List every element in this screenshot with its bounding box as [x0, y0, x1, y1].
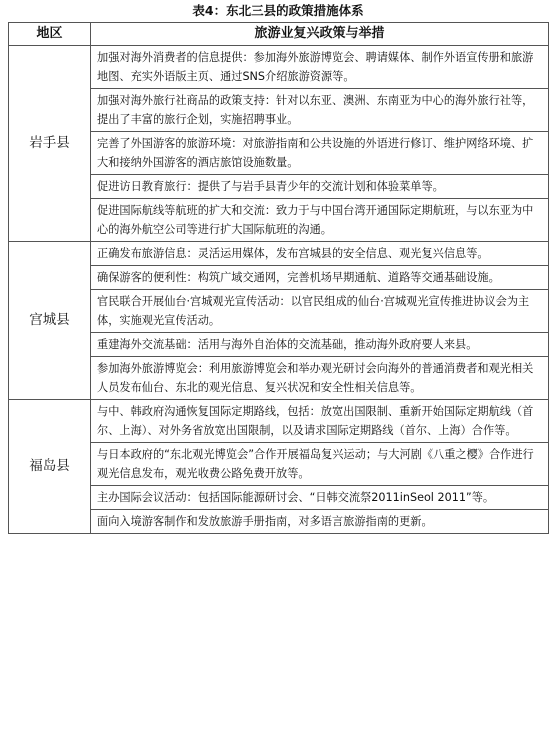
policy-cell: 加强对海外消费者的信息提供：参加海外旅游博览会、聘请媒体、制作外语宣传册和旅游地图、充实外语版主页、通过SNS介绍旅游资源等。 [91, 46, 549, 89]
table-row [9, 400, 549, 443]
header-row [9, 23, 549, 46]
policy-table [8, 22, 549, 534]
policy-cell: 促进访日教育旅行：提供了与岩手县青少年的交流计划和体验菜单等。 [91, 175, 549, 199]
policy-cell: 官民联合开展仙台·宫城观光宣传活动：以官民组成的仙台·宫城观光宣传推进协议会为主体，实施观光宣传活动。 [91, 290, 549, 333]
region-cell: 岩手县 [9, 46, 91, 242]
policy-cell: 确保游客的便利性：构筑广域交通网，完善机场早期通航、道路等交通基础设施。 [91, 266, 549, 290]
region-cell: 宫城县 [9, 242, 91, 400]
header-policy: 旅游业复兴政策与举措 [91, 23, 549, 46]
policy-body [9, 46, 549, 534]
table-row [9, 242, 549, 266]
policy-cell: 重建海外交流基础：活用与海外自治体的交流基础，推动海外政府要人来县。 [91, 333, 549, 357]
policy-cell: 正确发布旅游信息：灵活运用媒体，发布宫城县的安全信息、观光复兴信息等。 [91, 242, 549, 266]
table-title: 表4：东北三县的政策措施体系 [192, 3, 364, 18]
policy-cell: 完善了外国游客的旅游环境：对旅游指南和公共设施的外语进行修订、维护网络环境、扩大和接纳外国游客的酒店旅馆设施数量。 [91, 132, 549, 175]
policy-cell: 面向入境游客制作和发放旅游手册指南，对多语言旅游指南的更新。 [91, 510, 549, 534]
header-region: 地区 [9, 23, 91, 46]
policy-cell: 主办国际会议活动：包括国际能源研讨会、“日韩交流祭2011inSeol 2011”等。 [91, 486, 549, 510]
policy-cell: 与日本政府的“东北观光博览会”合作开展福岛复兴运动；与大河剧《八重之樱》合作进行观光信息发布，观光收费公路免费开放等。 [91, 443, 549, 486]
policy-cell: 与中、韩政府沟通恢复国际定期路线，包括：放宽出国限制、重新开始国际定期航线（首尔、上海）、对外务省放宽出国限制，以及请求国际定期路线（首尔、上海）合作等。 [91, 400, 549, 443]
policy-cell: 促进国际航线等航班的扩大和交流：致力于与中国台湾开通国际定期航班，与以东亚为中心的海外航空公司等进行扩大国际航班的沟通。 [91, 199, 549, 242]
policy-cell: 参加海外旅游博览会：利用旅游博览会和举办观光研讨会向海外的普通消费者和观光相关人员发布仙台、东北的观光信息、复兴状况和安全性相关信息等。 [91, 357, 549, 400]
policy-cell: 加强对海外旅行社商品的政策支持：针对以东亚、澳洲、东南亚为中心的海外旅行社等，提出了丰富的旅行企划，实施招聘事业。 [91, 89, 549, 132]
region-cell: 福岛县 [9, 400, 91, 534]
table-row [9, 46, 549, 89]
